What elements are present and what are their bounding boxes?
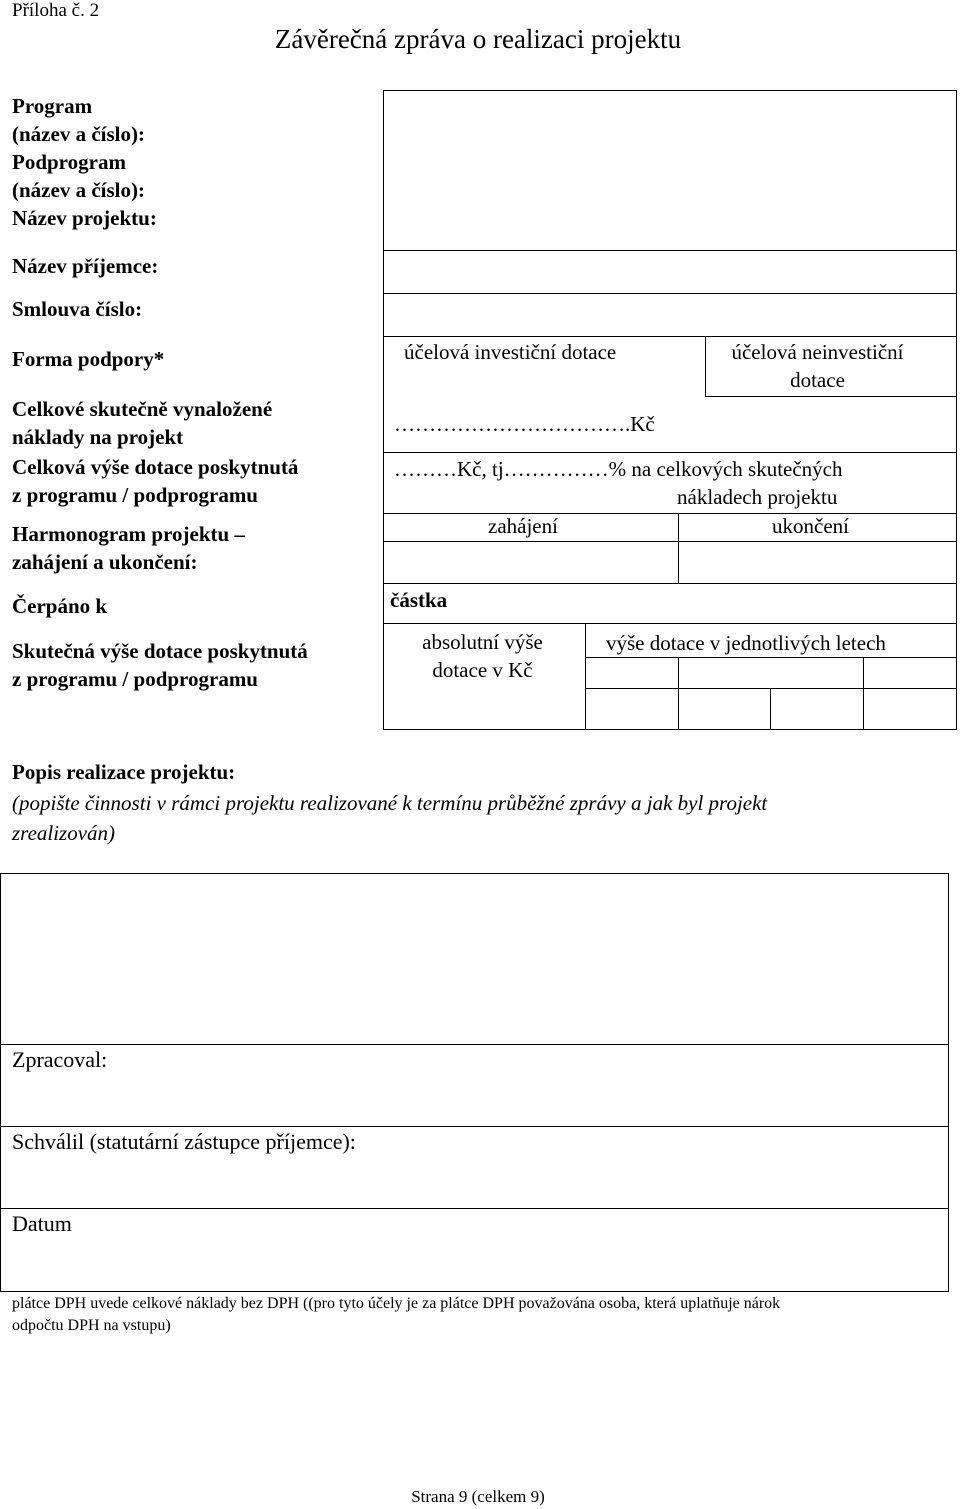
label-nazev-prijemce: Název příjemce:: [12, 254, 159, 278]
page-number: Strana 9 (celkem 9): [411, 1487, 545, 1506]
option-neinvesticni-dotace[interactable]: [705, 338, 930, 394]
table-border: [383, 90, 384, 730]
footnote: [12, 1293, 780, 1337]
label-program-line2: (název a číslo):: [12, 122, 145, 146]
label-vyse-line1: Celková výše dotace poskytnutá: [12, 455, 299, 479]
label-nazev-projektu: Název projektu:: [12, 206, 157, 230]
table-border: [383, 293, 956, 294]
label-ukonceni: ukončení: [772, 514, 849, 538]
label-program: [12, 92, 157, 232]
table-border: [383, 452, 956, 453]
table-border: [770, 688, 771, 730]
label-absolutni-line2: dotace v Kč: [432, 658, 533, 682]
label-datum: Datum: [12, 1211, 72, 1236]
table-border: [705, 396, 956, 397]
label-skutecna: [12, 637, 308, 693]
label-skutecna-line1: Skutečná výše dotace poskytnutá: [12, 639, 308, 663]
label-skutecna-line2: z programu / podprogramu: [12, 667, 258, 691]
table-border: [678, 513, 679, 583]
table-border: [863, 657, 864, 730]
popis-hint-line1: (popište činnosti v rámci projektu realizované k termínu průběžné zprávy a jak byl projekt: [12, 791, 768, 815]
page-title-text: Závěrečná zpráva o realizaci projektu: [274, 24, 682, 54]
table-border: [383, 336, 956, 337]
table-border: [383, 250, 956, 251]
label-naklady-line2: náklady na projekt: [12, 425, 184, 449]
box-border: [0, 873, 1, 1292]
label-absolutni-line1: absolutní výše: [422, 630, 543, 654]
page-title: [0, 24, 960, 55]
annex-label: Příloha č. 2: [12, 0, 100, 21]
footnote-line2: odpočtu DPH na vstupu): [12, 1317, 171, 1334]
label-smlouva: Smlouva číslo:: [12, 297, 143, 321]
popis-hint: [12, 788, 767, 848]
label-podprogram-line2: (název a číslo):: [12, 178, 145, 202]
table-border: [585, 657, 956, 658]
box-border: [0, 1291, 949, 1292]
field-vyse-kc-line2: nákladech projektu: [677, 485, 838, 509]
label-forma-podpory: Forma podpory*: [12, 347, 165, 371]
box-border: [0, 1126, 949, 1127]
field-naklady-kc[interactable]: …………………………….Kč: [394, 412, 655, 436]
option-neinvesticni-line1: účelová neinvestiční: [731, 340, 904, 364]
label-harmonogram-line2: zahájení a ukončení:: [12, 550, 198, 574]
box-border: [0, 1044, 949, 1045]
label-schvalil: Schválil (statutární zástupce příjemce):: [12, 1129, 356, 1154]
popis-hint-line2: zrealizován): [12, 821, 116, 845]
table-border: [383, 90, 956, 91]
box-border: [0, 873, 949, 874]
label-cerpano: Čerpáno k: [12, 594, 108, 618]
label-absolutni-vyse: [395, 628, 570, 684]
box-border: [948, 873, 949, 1292]
table-border: [383, 583, 956, 584]
option-investicni-dotace[interactable]: účelová investiční dotace: [404, 340, 617, 364]
label-harmonogram: [12, 520, 245, 576]
table-border: [383, 513, 956, 514]
table-border: [956, 90, 957, 730]
label-vyse-letech: výše dotace v jednotlivých letech: [606, 631, 886, 655]
label-harmonogram-line1: Harmonogram projektu –: [12, 522, 245, 546]
footnote-line1: plátce DPH uvede celkové náklady bez DPH ((pro tyto účely je za plátce DPH považována osoba, která uplatňuje nárok: [12, 1295, 781, 1312]
box-border: [0, 1208, 949, 1209]
label-vyse-line2: z programu / podprogramu: [12, 483, 258, 507]
label-zahajeni: zahájení: [488, 514, 558, 538]
table-border: [585, 623, 586, 730]
table-border: [383, 623, 956, 624]
option-neinvesticni-line2: dotace: [790, 368, 845, 392]
label-vyse-dotace: [12, 453, 298, 509]
popis-heading: Popis realizace projektu:: [12, 760, 236, 784]
label-podprogram-line1: Podprogram: [12, 150, 126, 174]
table-border: [383, 541, 956, 542]
label-naklady-line1: Celkové skutečně vynaložené: [12, 397, 273, 421]
table-border: [678, 657, 679, 730]
field-vyse-kc-line1[interactable]: ………Kč, tj……………% na celkových skutečných: [394, 457, 843, 481]
label-program-line1: Program: [12, 94, 93, 118]
label-naklady: [12, 395, 272, 451]
table-border: [383, 729, 956, 730]
label-zpracoval: Zpracoval:: [12, 1047, 108, 1072]
label-castka: částka: [390, 588, 448, 612]
